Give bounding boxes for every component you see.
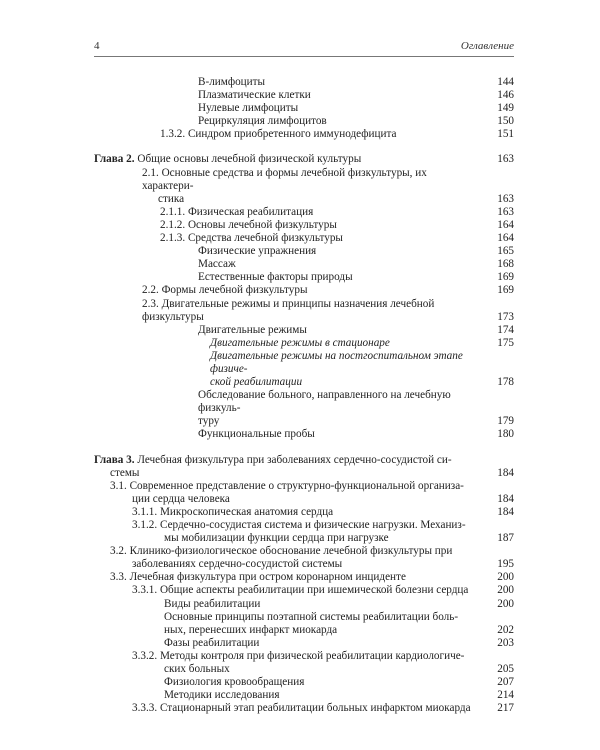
toc-entry xyxy=(94,284,514,297)
toc-entry-page: 179 xyxy=(497,415,514,428)
toc-entry xyxy=(94,167,514,193)
toc-entry-text: стика xyxy=(158,192,185,205)
toc-entry-page: 184 xyxy=(497,466,514,479)
toc-entry-text: Методики исследования xyxy=(164,689,280,702)
toc-entry-page: 173 xyxy=(497,310,514,323)
toc-entry-text: Обследование больного, направленного на лечебную физкуль- xyxy=(198,389,451,415)
toc-entry xyxy=(94,115,514,128)
toc-entry-page: 217 xyxy=(497,702,514,715)
toc-entry xyxy=(94,571,514,584)
toc-entry-text: Двигательные режимы на постгоспитальном этапе физиче- xyxy=(210,349,463,375)
toc-entry-page: 163 xyxy=(497,153,514,166)
toc-entry-page: 151 xyxy=(497,128,514,141)
toc-entry xyxy=(94,232,514,245)
toc-entry-page: 205 xyxy=(497,663,514,676)
toc-entry-page: 164 xyxy=(497,232,514,245)
toc-entry xyxy=(94,558,514,571)
toc-entry-page: 164 xyxy=(497,218,514,231)
toc-entry-page: 144 xyxy=(497,76,514,88)
toc-entry-text: 3.1.2. Сердечно-сосудистая система и физические нагрузки. Механиз- xyxy=(132,519,466,531)
toc-entry-text: Двигательные режимы xyxy=(198,323,307,336)
toc-entry xyxy=(94,637,514,650)
toc-entry xyxy=(94,128,514,141)
toc-entry-text: Рециркуляция лимфоцитов xyxy=(198,115,327,128)
toc-entry-text: Естественные факторы природы xyxy=(198,271,353,284)
toc-entry xyxy=(94,376,514,389)
toc-entry xyxy=(94,611,514,624)
toc-entry-text: Основные принципы поэтапной системы реабилитации боль- xyxy=(164,610,459,623)
toc-entry-text: Виды реабилитации xyxy=(164,597,261,610)
toc-entry-text: Плазматические клетки xyxy=(198,89,311,102)
toc-entry-page: 168 xyxy=(497,258,514,271)
toc-entry-text: 2.1. Основные средства и формы лечебной физкультуры, их характери- xyxy=(142,166,427,192)
toc-entry xyxy=(94,702,514,715)
toc-entry xyxy=(94,624,514,637)
toc-entry-page: 195 xyxy=(497,558,514,571)
toc-entry-text: 2.1.1. Физическая реабилитация xyxy=(160,205,314,218)
toc-entry xyxy=(94,480,514,493)
toc-entry xyxy=(94,663,514,676)
toc-entry-page: 214 xyxy=(497,689,514,702)
toc-entry-text: Фазы реабилитации xyxy=(164,636,260,649)
toc-entry-text: B-лимфоциты xyxy=(198,76,266,88)
toc-entry xyxy=(94,493,514,506)
toc-entry-text: ских больных xyxy=(164,663,230,676)
toc-entry-text: 3.1. Современное представление о структурно-функциональной организа- xyxy=(110,479,464,492)
toc-entry-text: 1.3.2. Синдром приобретенного иммунодефицита xyxy=(160,128,397,141)
toc-entry-page: 184 xyxy=(497,492,514,505)
chapter-label: Глава 3. xyxy=(94,453,135,466)
toc-entry xyxy=(94,298,514,324)
toc-entry xyxy=(94,76,514,89)
toc-entry xyxy=(94,415,514,428)
toc-entry-text: Нулевые лимфоциты xyxy=(198,102,299,115)
toc-entry-page: 169 xyxy=(497,271,514,284)
toc-entry xyxy=(94,689,514,702)
toc-entry-page: 178 xyxy=(497,376,514,389)
chapter-label: Глава 2. xyxy=(94,153,135,166)
table-of-contents xyxy=(94,76,514,715)
toc-entry-text: 2.3. Двигательные режимы и принципы назначения лечебной физкультуры xyxy=(142,297,435,323)
page-number: 4 xyxy=(94,40,100,52)
toc-entry xyxy=(94,532,514,545)
toc-entry-text: 3.3.1. Общие аспекты реабилитации при ишемической болезни сердца xyxy=(132,584,469,597)
toc-entry-page: 180 xyxy=(497,428,514,441)
toc-entry xyxy=(94,389,514,415)
toc-entry-page: 169 xyxy=(497,284,514,297)
toc-entry-text: 2.2. Формы лечебной физкультуры xyxy=(142,284,308,297)
toc-entry xyxy=(94,337,514,350)
chapter-title-cont: стемы xyxy=(110,466,140,479)
chapter-title: Общие основы лечебной физической культуры xyxy=(137,153,362,166)
toc-entry xyxy=(94,102,514,115)
toc-entry-page: 165 xyxy=(497,245,514,258)
toc-entry-text: ции сердца человека xyxy=(132,492,230,505)
toc-entry xyxy=(94,89,514,102)
toc-entry-text: 3.3. Лечебная физкультура при остром коронарном инциденте xyxy=(110,571,406,584)
running-title: Оглавление xyxy=(460,40,514,52)
toc-entry xyxy=(94,545,514,558)
toc-entry-page: 207 xyxy=(497,676,514,689)
toc-entry-page: 200 xyxy=(497,571,514,584)
toc-entry xyxy=(94,219,514,232)
toc-entry xyxy=(94,506,514,519)
toc-entry-text: 3.3.3. Стационарный этап реабилитации больных инфарктом миокарда xyxy=(132,702,471,715)
toc-entry xyxy=(94,206,514,219)
toc-entry xyxy=(94,598,514,611)
toc-entry-page: 150 xyxy=(497,115,514,128)
toc-chapter-text xyxy=(94,454,484,467)
toc-entry xyxy=(94,350,514,376)
toc-entry xyxy=(94,519,514,532)
toc-entry-text: ных, перенесших инфаркт миокарда xyxy=(164,623,338,636)
toc-entry-text: Двигательные режимы в стационаре xyxy=(210,336,390,349)
toc-entry-text: Массаж xyxy=(198,258,236,271)
toc-entry-page: 200 xyxy=(497,597,514,610)
toc-entry-text: 3.1.1. Микроскопическая анатомия сердца xyxy=(132,505,334,518)
toc-entry xyxy=(94,324,514,337)
toc-entry-text: ской реабилитации xyxy=(210,376,303,389)
toc-entry-page: 174 xyxy=(497,323,514,336)
toc-entry-text: Физические упражнения xyxy=(198,245,317,258)
running-header xyxy=(94,40,514,57)
toc-entry xyxy=(94,271,514,284)
toc-entry-text: мы мобилизации функции сердца при нагрузке xyxy=(164,532,389,545)
toc-chapter xyxy=(94,454,514,467)
toc-entry-text: заболеваниях сердечно-сосудистой системы xyxy=(132,558,343,571)
toc-entry-text: туру xyxy=(198,415,220,428)
toc-chapter xyxy=(94,467,514,480)
toc-entry-page: 149 xyxy=(497,102,514,115)
toc-entry xyxy=(94,245,514,258)
toc-entry-page: 175 xyxy=(497,336,514,349)
toc-entry-page: 203 xyxy=(497,636,514,649)
toc-entry-text: 3.2. Клинико-физиологическое обоснование лечебной физкультуры при xyxy=(110,545,453,558)
toc-entry-page: 163 xyxy=(497,205,514,218)
toc-entry-page: 187 xyxy=(497,532,514,545)
toc-chapter-text xyxy=(94,153,484,166)
toc-entry-page: 202 xyxy=(497,623,514,636)
toc-entry-page: 146 xyxy=(497,89,514,102)
chapter-title: Лечебная физкультура при заболеваниях сердечно-сосудистой си- xyxy=(137,453,452,466)
toc-entry-page: 184 xyxy=(497,505,514,518)
toc-entry-page: 163 xyxy=(497,192,514,205)
toc-entry-text: 2.1.2. Основы лечебной физкультуры xyxy=(160,218,337,231)
toc-entry xyxy=(94,676,514,689)
toc-entry-text: 2.1.3. Средства лечебной физкультуры xyxy=(160,232,343,245)
toc-entry xyxy=(94,584,514,597)
toc-entry xyxy=(94,258,514,271)
toc-entry-text: 3.3.2. Методы контроля при физической реабилитации кардиологиче- xyxy=(132,649,465,662)
toc-chapter xyxy=(94,153,514,166)
toc-entry xyxy=(94,193,514,206)
toc-entry-text: Физиология кровообращения xyxy=(164,676,305,689)
toc-entry xyxy=(94,650,514,663)
toc-entry-text: Функциональные пробы xyxy=(198,428,315,441)
toc-entry xyxy=(94,428,514,441)
toc-entry-page: 200 xyxy=(497,584,514,597)
